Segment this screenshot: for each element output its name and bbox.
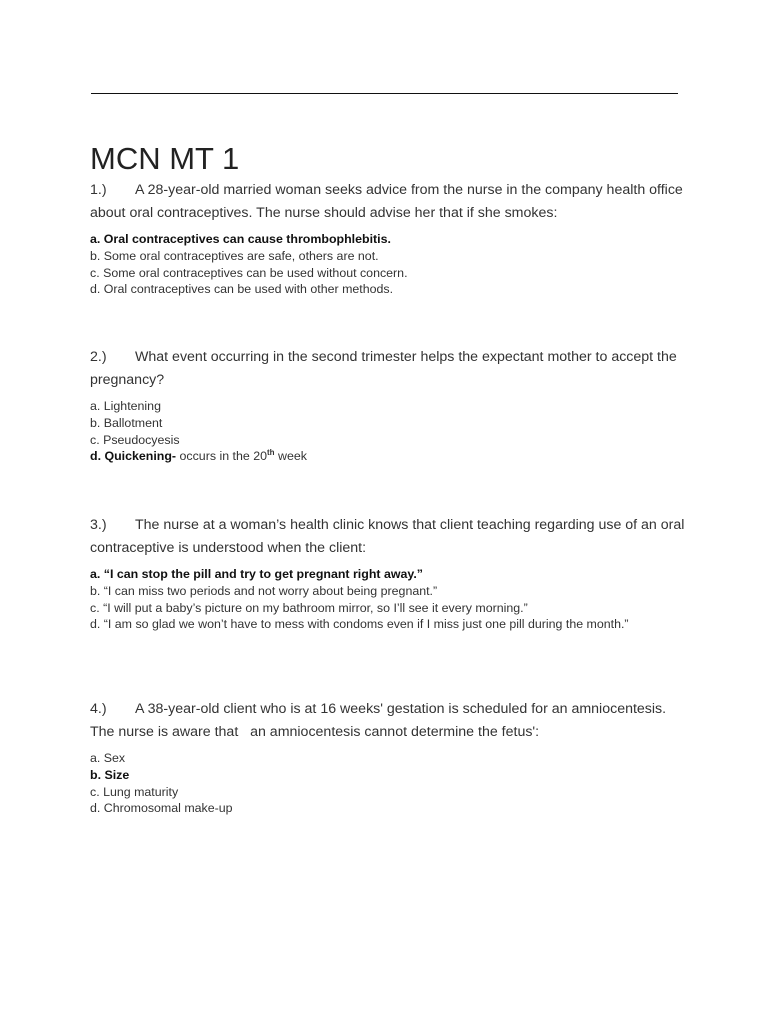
question-4-option-d: d. Chromosomal make-up	[90, 801, 233, 816]
question-3-option-b: b. “I can miss two periods and not worry about being pregnant.”	[90, 583, 438, 598]
question-3-option-a: a. “I can stop the pill and try to get pregnant right away.”	[90, 567, 423, 581]
question-3-option-d: d. “I am so glad we won’t have to mess with condoms even if I miss just one pill during the month.”	[90, 617, 629, 632]
question-4-option-c: c. Lung maturity	[90, 784, 179, 799]
question-2-stem	[90, 346, 690, 392]
question-2	[90, 346, 690, 465]
question-1-number: 1.)	[90, 182, 107, 198]
question-1	[90, 179, 690, 298]
question-2-option-d	[90, 448, 690, 465]
question-1-options	[90, 231, 690, 298]
question-2-number: 2.)	[90, 349, 107, 365]
question-2-text: What event occurring in the second trimester helps the expectant mother to accept the pregnancy?	[90, 349, 677, 388]
question-3-stem	[90, 514, 690, 560]
question-2-option-b: b. Ballotment	[90, 415, 163, 430]
question-4-stem	[90, 698, 690, 744]
question-4-option-a: a. Sex	[90, 751, 126, 765]
question-4-options	[90, 750, 690, 817]
question-4-option-b: b. Size	[90, 767, 130, 782]
question-3-text: The nurse at a woman’s health clinic knows that client teaching regarding use of an oral contraceptive is understood when the client:	[90, 517, 685, 556]
question-3-number: 3.)	[90, 517, 107, 533]
page-title: MCN MT 1	[90, 141, 240, 176]
question-2-options	[90, 398, 690, 465]
question-2-note-prefix: occurs in the 20	[179, 449, 267, 464]
top-divider	[91, 93, 678, 94]
question-1-stem	[90, 179, 690, 225]
question-2-option-a: a. Lightening	[90, 399, 161, 413]
question-2-answer-label: d. Quickening-	[90, 449, 177, 464]
question-2-note-suffix: week	[278, 449, 307, 464]
question-2-answer-note	[180, 449, 307, 463]
question-3	[90, 514, 690, 633]
question-2-option-c: c. Pseudocyesis	[90, 432, 180, 447]
question-1-text: A 28-year-old married woman seeks advice from the nurse in the company health office about oral contraceptives. The nurse should advise her that if she smokes:	[90, 182, 683, 221]
question-4-number: 4.)	[90, 701, 107, 717]
question-1-option-a: a. Oral contraceptives can cause thrombophlebitis.	[90, 232, 391, 246]
question-3-option-c: c. “I will put a baby’s picture on my bathroom mirror, so I’ll see it every morning.”	[90, 600, 528, 615]
question-1-option-c: c. Some oral contraceptives can be used without concern.	[90, 265, 408, 280]
question-4-text: A 38-year-old client who is at 16 weeks' gestation is scheduled for an amniocentesis. The nurse is aware that an amniocentesis cannot determine the fetus':	[90, 701, 670, 740]
question-4	[90, 698, 690, 817]
question-3-options	[90, 566, 690, 633]
question-2-note-sup: th	[267, 448, 275, 458]
question-1-option-b: b. Some oral contraceptives are safe, others are not.	[90, 248, 379, 263]
question-1-option-d: d. Oral contraceptives can be used with other methods.	[90, 282, 394, 297]
